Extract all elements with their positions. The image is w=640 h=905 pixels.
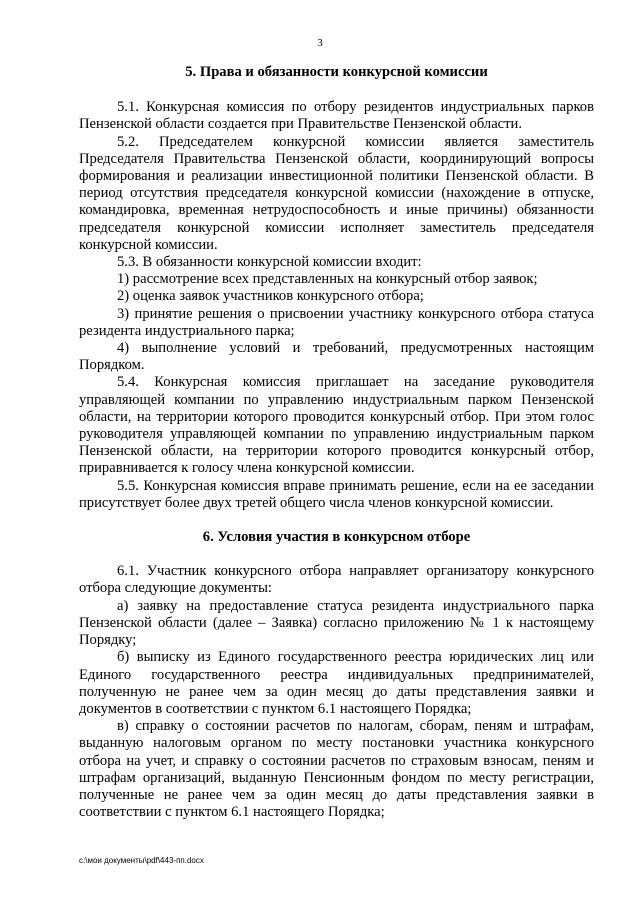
list-item-5-3-1: 1) рассмотрение всех представленных на конкурсный отбор заявок; (117, 271, 538, 288)
paragraph-6-1: 6.1. Участник конкурсного отбора направляет организатору конкурсного отбора следующие документы: (79, 563, 594, 597)
list-item-5-3-4: 4) выполнение условий и требований, предусмотренных настоящим Порядком. (79, 340, 594, 374)
section-6-title: 6. Условия участия в конкурсном отборе (202, 529, 471, 546)
document-body (79, 64, 594, 821)
list-item-5-3-3: 3) принятие решения о присвоении участнику конкурсного отбора статуса резидента индустриального парка; (79, 305, 594, 339)
page-number: 3 (317, 37, 323, 49)
list-item-5-3-2: 2) оценка заявок участников конкурсного отбора; (117, 288, 424, 305)
paragraph-5-5: 5.5. Конкурсная комиссия вправе принимать решение, если на ее заседании присутствует более двух третей общего числа членов конкурсной комиссии. (79, 477, 594, 511)
list-item-6-1-c: в) справку о состоянии расчетов по налогам, сборам, пеням и штрафам, выданную налоговым органом по месту постановки участника конкурсного отбора на учет, и справку о состоянии расчетов по страховым взносам, пеням и штрафам организаций, выданную Пенсионным фондом по месту регистрации, полученные не ранее чем за один месяц до даты представления заявки в соответствии с пунктом 6.1 настоящего Порядка; (79, 718, 594, 821)
section-5-title: 5. Права и обязанности конкурсной комиссии (185, 64, 488, 80)
paragraph-5-4: 5.4. Конкурсная комиссия приглашает на заседание руководителя управляющей компании по управлению индустриальным парком Пензенской области, на территории которого проводится конкурсный отбор. При этом голос руководителя управляющей компании по управлению индустриальным парком Пензенской области, на территории которого проводится конкурсный отбор, приравнивается к голосу члена конкурсной комиссии. (79, 374, 594, 477)
paragraph-5-1: 5.1. Конкурсная комиссия по отбору резидентов индустриальных парков Пензенской области создается при Правительстве Пензенской области. (79, 99, 594, 133)
list-item-6-1-b: б) выписку из Единого государственного реестра юридических лиц или Единого государственного реестра индивидуальных предпринимателей, полученную не ранее чем за один месяц до даты представления заявки и документов в соответствии с пунктом 6.1 настоящего Порядка; (79, 649, 594, 717)
file-path-footer: c:\мои документы\pdf\443-пп.docx (79, 856, 204, 865)
paragraph-5-3: 5.3. В обязанности конкурсной комиссии входит: (117, 254, 422, 271)
paragraph-5-2: 5.2. Председателем конкурсной комиссии является заместитель Председателя Правительства Пензенской области, координирующий вопросы формирования и реализации инвестиционной политики Пензенской области. В период отсутствия председателя конкурсной комиссии (нахождение в отпуске, командировка, временная нетрудоспособность и иные причины) обязанности председателя конкурсной комиссии исполняет заместитель председателя конкурсной комиссии. (79, 133, 594, 253)
list-item-6-1-a: а) заявку на предоставление статуса резидента индустриального парка Пензенской области (далее – Заявка) согласно приложению № 1 к настоящему Порядку; (79, 597, 594, 649)
